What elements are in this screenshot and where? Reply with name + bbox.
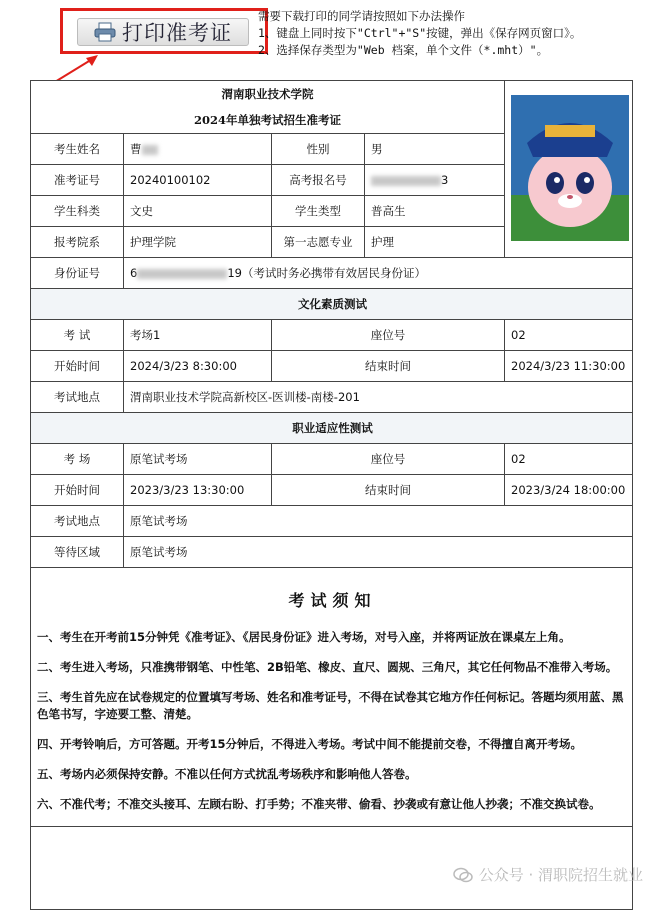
field-label: 结束时间 (272, 351, 505, 382)
notice-item: 三、考生首先应在试卷规定的位置填写考场、姓名和准考证号，不得在试卷其它地方作任何标记。答题均须用蓝、黑色笔书写，字迹要工整、清楚。 (37, 690, 624, 721)
watermark (453, 864, 643, 885)
major-value: 护理 (365, 227, 505, 258)
instruction-line: 1、键盘上同时按下"Ctrl"+"S"按键，弹出《保存网页窗口》。 (258, 26, 582, 40)
department-value: 护理学院 (124, 227, 272, 258)
ticket-title (31, 81, 505, 134)
field-label: 考 试 (31, 320, 124, 351)
gaokao-suffix: 3 (441, 173, 449, 187)
seat-value: 02 (505, 320, 633, 351)
id-number-value (124, 258, 634, 289)
exam-place-value: 原笔试考场 (124, 506, 634, 537)
gaokao-number-value (365, 165, 505, 196)
print-button[interactable] (77, 18, 249, 46)
printer-icon (94, 22, 116, 42)
exam-room-value: 考场1 (124, 320, 272, 351)
field-label: 考 场 (31, 444, 124, 475)
subject-value: 文史 (124, 196, 272, 227)
instruction-line: 2、选择保存类型为"Web 档案，单个文件（*.mht）"。 (258, 43, 549, 57)
field-label: 学生类型 (272, 196, 365, 227)
notice-title: 考试须知 (288, 591, 377, 610)
notice-item: 五、考场内必须保持安静。不准以任何方式扰乱考场秩序和影响他人答卷。 (37, 767, 417, 781)
field-label: 准考证号 (31, 165, 124, 196)
notice-item: 二、考生进入考场，只准携带钢笔、中性笔、2B铅笔、橡皮、直尺、圆规、三角尺，其它任何物品不准带入考场。 (37, 660, 618, 674)
print-button-label: 打印准考证 (122, 21, 232, 45)
ticket-heading: 2024年单独考试招生准考证 (194, 113, 342, 127)
field-label: 等待区域 (31, 537, 124, 568)
gender-value: 男 (365, 134, 505, 165)
student-type-value: 普高生 (365, 196, 505, 227)
download-instructions (258, 8, 581, 59)
field-label: 性别 (272, 134, 365, 165)
id-prefix: 6 (130, 266, 138, 280)
school-name: 渭南职业技术学院 (221, 87, 314, 101)
top-toolbar (0, 0, 663, 80)
start-time-value: 2024/3/23 8:30:00 (124, 351, 272, 382)
field-label: 考生姓名 (31, 134, 124, 165)
notice-item: 四、开考铃响后，方可答题。开考15分钟后，不得进入考场。考试中间不能提前交卷，不得擅自离开考场。 (37, 737, 582, 751)
instruction-line: 需要下载打印的同学请按照如下办法操作 (258, 9, 465, 23)
field-label: 高考报名号 (272, 165, 365, 196)
field-label: 报考院系 (31, 227, 124, 258)
ticket-table (30, 80, 633, 827)
field-label: 座位号 (272, 320, 505, 351)
notice-item: 六、不准代考；不准交头接耳、左顾右盼、打手势；不准夹带、偷看、抄袭或有意让他人抄袭；不准交换试卷。 (37, 797, 601, 811)
field-label: 开始时间 (31, 475, 124, 506)
field-label: 第一志愿专业 (272, 227, 365, 258)
field-label: 结束时间 (272, 475, 505, 506)
avatar (511, 95, 629, 241)
section-title: 职业适应性测试 (31, 413, 634, 444)
name-value (124, 134, 272, 165)
watermark-text: 公众号 · 渭职院招生就业 (478, 866, 643, 884)
exam-room-value: 原笔试考场 (124, 444, 272, 475)
admission-ticket (30, 80, 633, 910)
photo-cell (505, 81, 633, 258)
ticket-number-value: 20240100102 (124, 165, 272, 196)
end-time-value: 2024/3/23 11:30:00 (505, 351, 633, 382)
notice-item: 一、考生在开考前15分钟凭《准考证》、《居民身份证》进入考场，对号入座，并将两证放在课桌左上角。 (37, 630, 571, 644)
start-time-value: 2023/3/23 13:30:00 (124, 475, 272, 506)
field-label: 考试地点 (31, 506, 124, 537)
field-label: 学生科类 (31, 196, 124, 227)
field-label: 考试地点 (31, 382, 124, 413)
field-label: 座位号 (272, 444, 505, 475)
end-time-value: 2023/3/24 18:00:00 (505, 475, 633, 506)
name-text: 曹 (130, 142, 142, 156)
id-suffix: 19（考试时务必携带有效居民身份证） (227, 266, 426, 280)
wechat-icon (453, 867, 473, 883)
exam-place-value: 渭南职业技术学院高新校区-医训楼-南楼-201 (124, 382, 634, 413)
print-button-highlight (60, 8, 268, 54)
section-title: 文化素质测试 (31, 289, 634, 320)
seat-value: 02 (505, 444, 633, 475)
exam-notice (31, 568, 634, 827)
field-label: 开始时间 (31, 351, 124, 382)
field-label: 身份证号 (31, 258, 124, 289)
waiting-area-value: 原笔试考场 (124, 537, 634, 568)
